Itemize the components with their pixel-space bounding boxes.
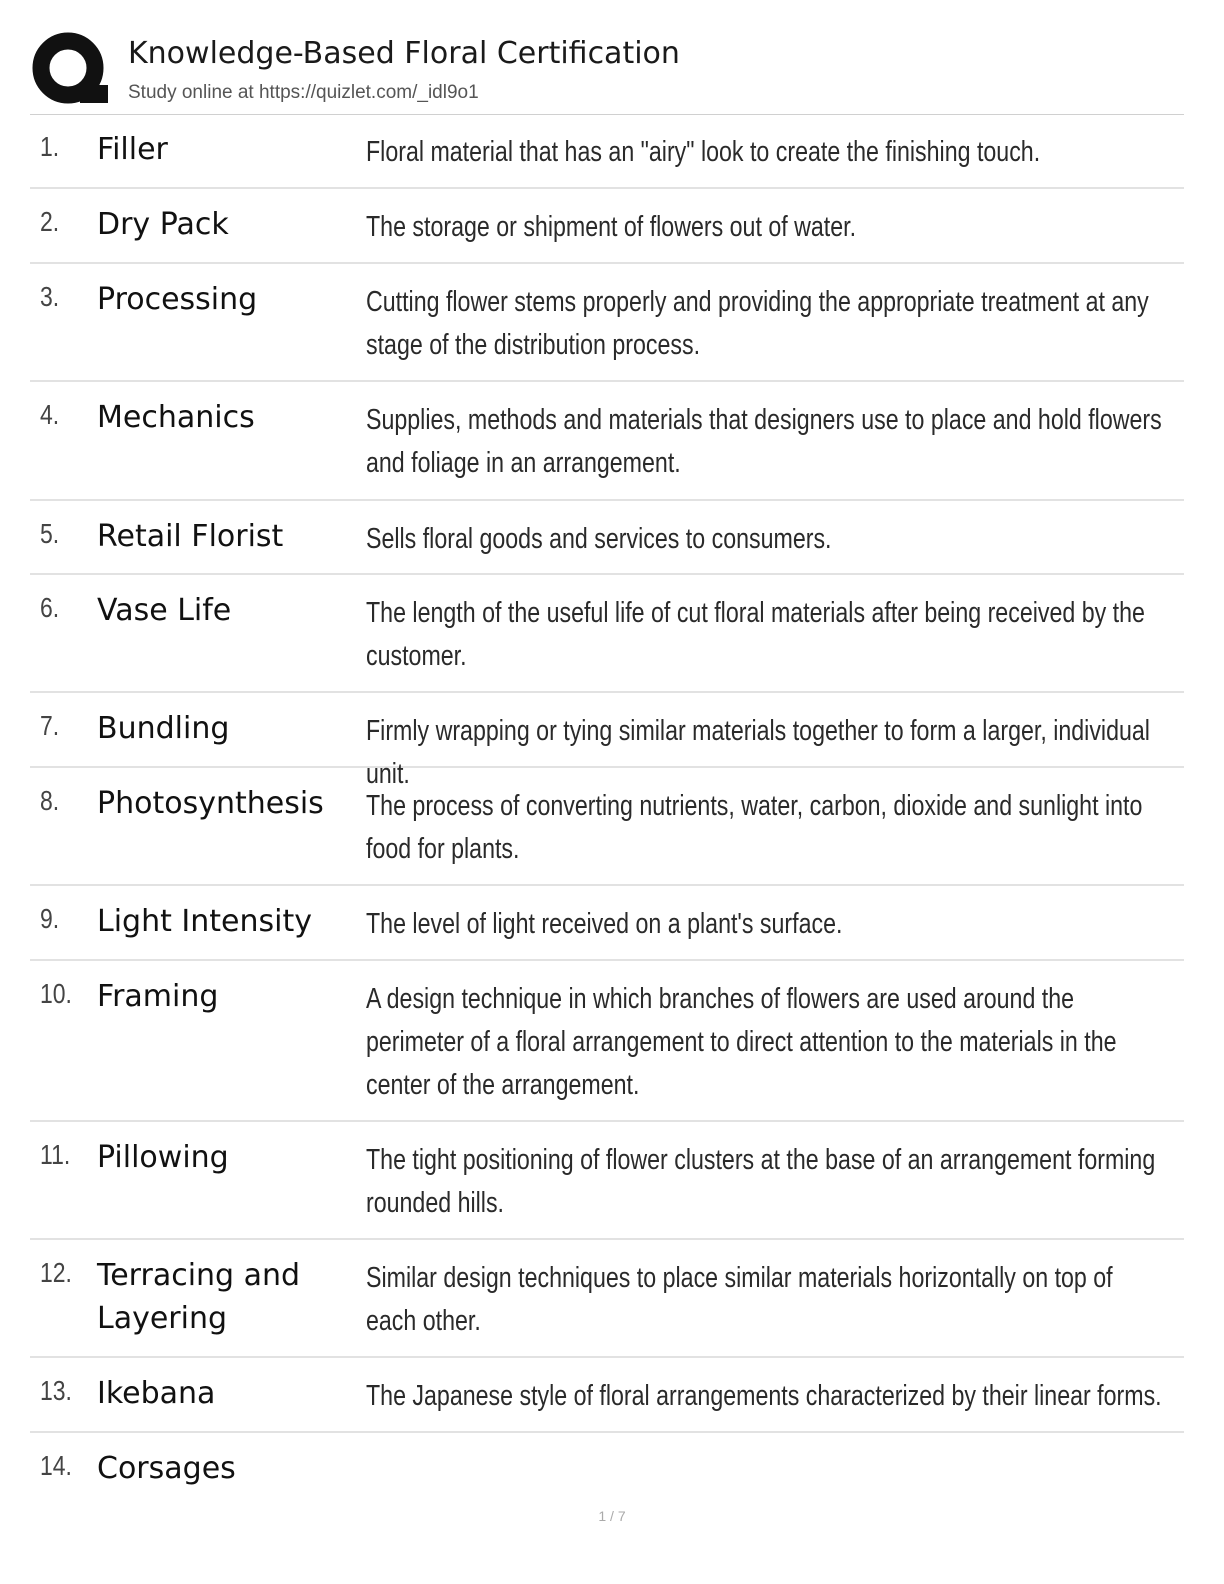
card-definition: The Japanese style of floral arrangements characterized by their linear forms. [366, 1380, 1162, 1412]
card-definition: The process of converting nutrients, water, carbon, dioxide and sunlight into food for plants. [366, 790, 1143, 865]
flashcard-row [30, 1433, 1184, 1503]
card-term: Framing [97, 979, 219, 1014]
card-term: Filler [97, 132, 168, 167]
card-term: Light Intensity [97, 904, 312, 939]
document-title: Knowledge-Based Floral Certification [128, 36, 680, 71]
flashcard-row [30, 886, 1184, 961]
card-term: Bundling [97, 711, 230, 746]
card-number: 4. [40, 399, 60, 430]
card-definition: Supplies, methods and materials that designers use to place and hold flowers and foliage in an arrangement. [366, 404, 1162, 479]
flashcard-row [30, 1358, 1184, 1433]
card-term: Corsages [97, 1451, 236, 1486]
flashcard-row [30, 382, 1184, 501]
card-definition: Cutting flower stems properly and providing the appropriate treatment at any stage of the distribution process. [366, 286, 1149, 361]
card-definition: The level of light received on a plant's surface. [366, 908, 843, 940]
card-term: Retail Florist [97, 519, 284, 554]
flashcard-row [30, 575, 1184, 693]
card-number: 11. [40, 1139, 71, 1170]
card-definition: The length of the useful life of cut floral materials after being received by the customer. [366, 597, 1145, 672]
card-number: 2. [40, 206, 60, 237]
card-number: 10. [40, 978, 72, 1009]
flashcard-row [30, 189, 1184, 264]
card-term: Terracing and Layering [97, 1258, 301, 1336]
flashcard-row [30, 693, 1184, 790]
page-number: 1 / 7 [598, 1508, 626, 1524]
card-term: Vase Life [97, 593, 232, 628]
document-header [30, 28, 1184, 115]
card-definition: Sells floral goods and services to consumers. [366, 523, 832, 555]
card-number: 12. [40, 1257, 72, 1288]
flashcard-row [30, 1240, 1184, 1358]
card-number: 9. [40, 903, 60, 934]
card-term: Ikebana [97, 1376, 216, 1411]
flashcard-row [30, 114, 1184, 189]
card-term: Processing [97, 282, 258, 317]
card-term: Dry Pack [97, 207, 229, 242]
flashcard-row [30, 961, 1184, 1122]
card-number: 8. [40, 785, 60, 816]
card-number: 1. [40, 131, 60, 162]
card-definition: Similar design techniques to place similar materials horizontally on top of each other. [366, 1262, 1113, 1337]
card-definition: The storage or shipment of flowers out of water. [366, 211, 857, 243]
card-number: 14. [40, 1450, 72, 1481]
card-term: Photosynthesis [97, 786, 324, 821]
card-number: 5. [40, 518, 60, 549]
card-definition: Firmly wrapping or tying similar materials together to form a larger, individual unit. [366, 715, 1150, 790]
flashcard-row [30, 264, 1184, 382]
card-definition: The tight positioning of flower clusters at the base of an arrangement forming rounded hills. [366, 1144, 1156, 1219]
card-number: 7. [40, 710, 60, 741]
card-number: 13. [40, 1375, 72, 1406]
card-number: 6. [40, 592, 60, 623]
study-online-link[interactable]: Study online at https://quizlet.com/_idl9o1 [128, 82, 479, 103]
card-number: 3. [40, 281, 60, 312]
flashcard-row [30, 768, 1184, 886]
card-term: Mechanics [97, 400, 255, 435]
flashcard-row [30, 1122, 1184, 1240]
card-definition: Floral material that has an "airy" look to create the finishing touch. [366, 136, 1041, 168]
card-term: Pillowing [97, 1140, 229, 1175]
card-definition: A design technique in which branches of flowers are used around the perimeter of a floral arrangement to direct attention to the materials in the center of the arrangement. [366, 983, 1117, 1101]
flashcard-row [30, 501, 1184, 575]
flashcard-list [30, 114, 1184, 1503]
quizlet-logo-icon [30, 30, 110, 110]
